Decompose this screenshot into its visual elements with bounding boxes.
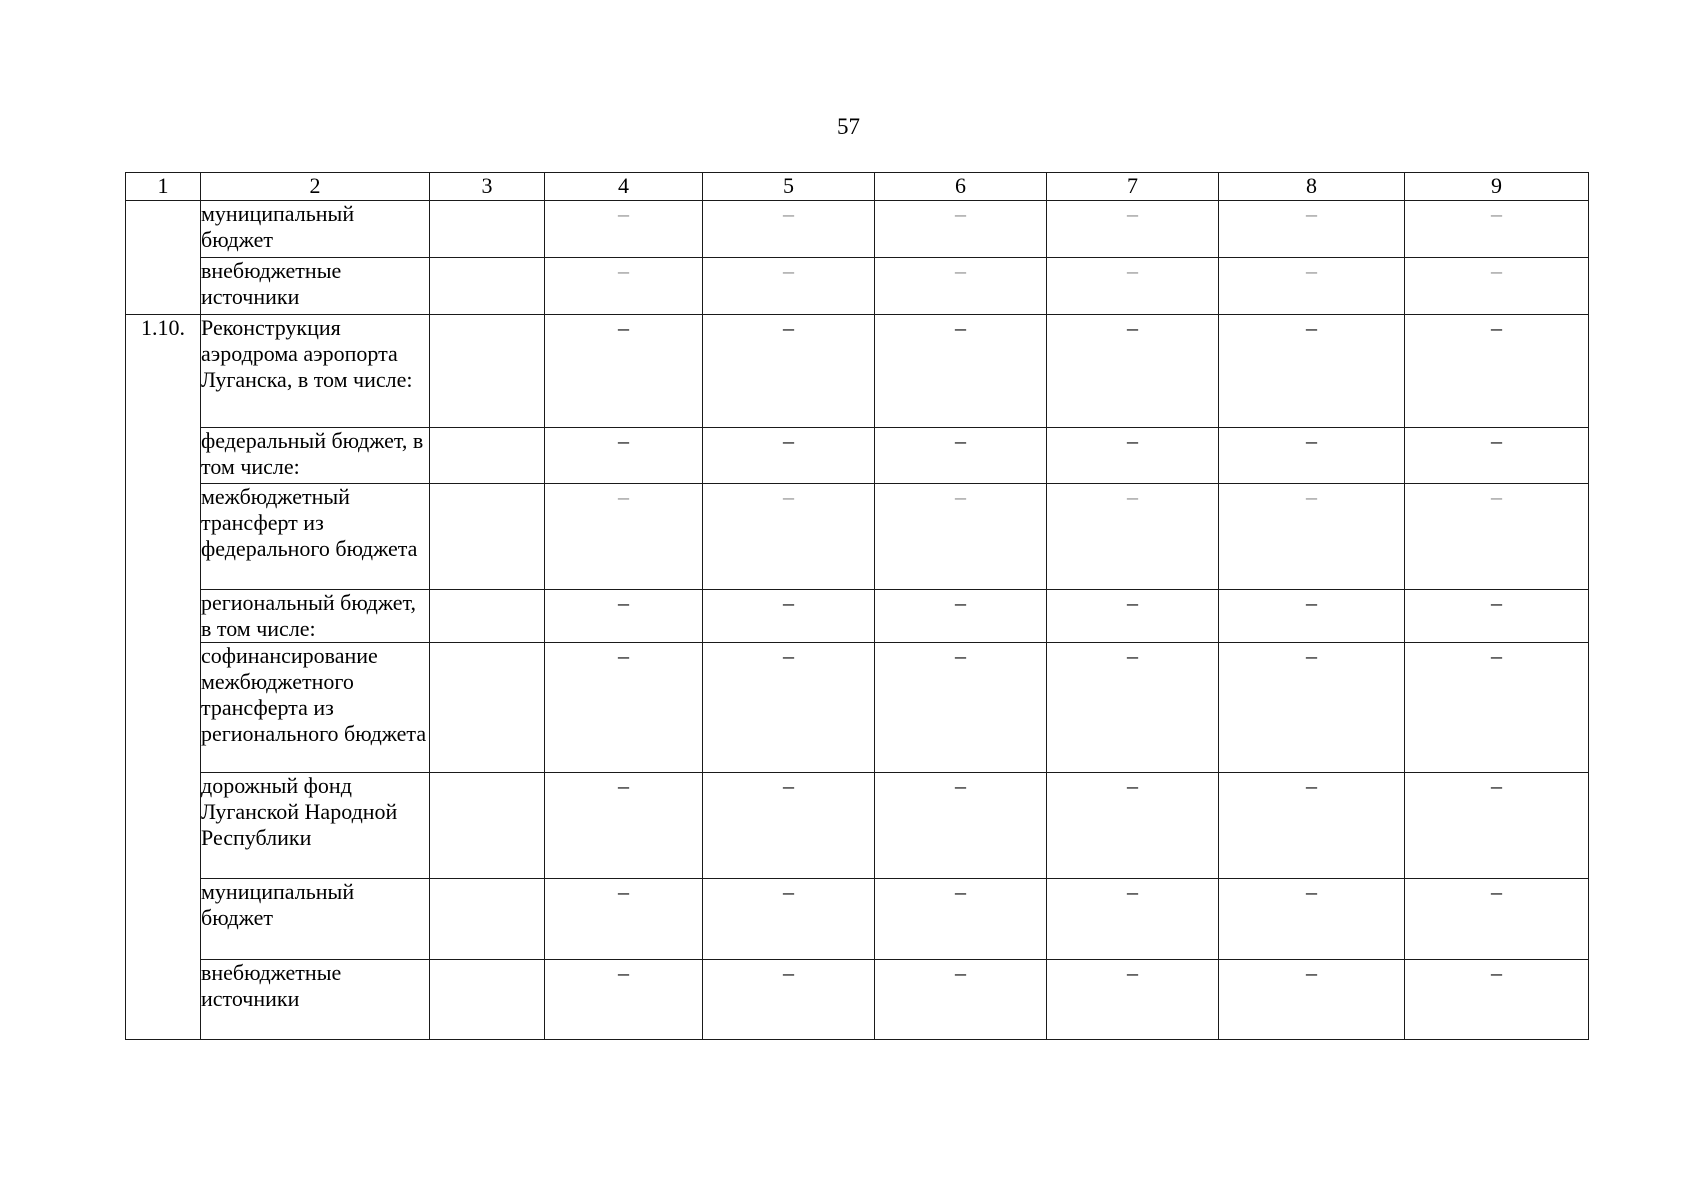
table-row xyxy=(126,773,1589,879)
row-label: внебюджетные источники xyxy=(201,960,430,1040)
table-row xyxy=(126,590,1589,643)
dash-cell: – xyxy=(703,315,875,428)
dash-cell: – xyxy=(1405,879,1589,960)
dash-cell: – xyxy=(1219,201,1405,258)
dash-cell: – xyxy=(703,879,875,960)
dash-cell: – xyxy=(545,258,703,315)
dash-cell: – xyxy=(1405,201,1589,258)
dash-cell: – xyxy=(1405,258,1589,315)
dash-cell: – xyxy=(1047,773,1219,879)
dash-cell: – xyxy=(1405,484,1589,590)
dash-cell: – xyxy=(1219,590,1405,643)
dash-cell: – xyxy=(1047,879,1219,960)
dash-cell: – xyxy=(1219,484,1405,590)
dash-cell: – xyxy=(1219,428,1405,484)
table-row xyxy=(126,484,1589,590)
dash-cell: – xyxy=(875,258,1047,315)
dash-cell: – xyxy=(875,879,1047,960)
empty-cell xyxy=(430,643,545,773)
dash-cell: – xyxy=(1047,258,1219,315)
dash-cell: – xyxy=(545,590,703,643)
dash-cell: – xyxy=(1405,428,1589,484)
dash-cell: – xyxy=(1219,643,1405,773)
row-label: региональный бюджет, в том числе: xyxy=(201,590,430,643)
dash-cell: – xyxy=(703,643,875,773)
dash-cell: – xyxy=(703,773,875,879)
dash-cell: – xyxy=(875,643,1047,773)
header-row xyxy=(126,173,1589,201)
page-number: 57 xyxy=(837,114,860,139)
row-label: федеральный бюджет, в том числе: xyxy=(201,428,430,484)
dash-cell: – xyxy=(1219,879,1405,960)
budget-table xyxy=(125,172,1589,1040)
empty-cell xyxy=(430,484,545,590)
column-number: 7 xyxy=(1047,173,1219,201)
dash-cell: – xyxy=(1405,773,1589,879)
table-row xyxy=(126,879,1589,960)
empty-index-cell xyxy=(126,201,201,315)
table-row xyxy=(126,960,1589,1040)
dash-cell: – xyxy=(875,960,1047,1040)
dash-cell: – xyxy=(875,590,1047,643)
dash-cell: – xyxy=(1047,428,1219,484)
row-label: Реконструкция аэродрома аэропорта Луганска, в том числе: xyxy=(201,315,430,428)
dash-cell: – xyxy=(703,960,875,1040)
dash-cell: – xyxy=(703,484,875,590)
dash-cell: – xyxy=(545,643,703,773)
column-number: 2 xyxy=(201,173,430,201)
dash-cell: – xyxy=(1405,590,1589,643)
dash-cell: – xyxy=(1219,773,1405,879)
empty-cell xyxy=(430,590,545,643)
dash-cell: – xyxy=(1219,960,1405,1040)
column-number: 8 xyxy=(1219,173,1405,201)
empty-cell xyxy=(430,960,545,1040)
table-row xyxy=(126,201,1589,258)
dash-cell: – xyxy=(1405,315,1589,428)
row-label: дорожный фонд Луганской Народной Республики xyxy=(201,773,430,879)
table-row xyxy=(126,258,1589,315)
table-row xyxy=(126,643,1589,773)
column-number: 6 xyxy=(875,173,1047,201)
dash-cell: – xyxy=(875,773,1047,879)
row-label: межбюджетный трансферт из федерального бюджета xyxy=(201,484,430,590)
table-body xyxy=(126,173,1589,1040)
dash-cell: – xyxy=(1047,201,1219,258)
dash-cell: – xyxy=(1219,258,1405,315)
dash-cell: – xyxy=(1047,315,1219,428)
section-index: 1.10. xyxy=(126,315,201,1040)
dash-cell: – xyxy=(545,960,703,1040)
row-label: софинансирование межбюджетного трансферта из регионального бюджета xyxy=(201,643,430,773)
dash-cell: – xyxy=(545,428,703,484)
dash-cell: – xyxy=(1047,960,1219,1040)
dash-cell: – xyxy=(703,258,875,315)
empty-cell xyxy=(430,428,545,484)
dash-cell: – xyxy=(545,879,703,960)
column-number: 3 xyxy=(430,173,545,201)
empty-cell xyxy=(430,773,545,879)
row-label: муниципальный бюджет xyxy=(201,879,430,960)
dash-cell: – xyxy=(875,484,1047,590)
dash-cell: – xyxy=(1047,643,1219,773)
dash-cell: – xyxy=(703,201,875,258)
empty-cell xyxy=(430,258,545,315)
table-row xyxy=(126,315,1589,428)
column-number: 9 xyxy=(1405,173,1589,201)
dash-cell: – xyxy=(875,201,1047,258)
row-label: внебюджетные источники xyxy=(201,258,430,315)
empty-cell xyxy=(430,201,545,258)
dash-cell: – xyxy=(545,484,703,590)
dash-cell: – xyxy=(1405,960,1589,1040)
dash-cell: – xyxy=(703,428,875,484)
empty-cell xyxy=(430,315,545,428)
dash-cell: – xyxy=(875,315,1047,428)
dash-cell: – xyxy=(545,773,703,879)
column-number: 1 xyxy=(126,173,201,201)
dash-cell: – xyxy=(703,590,875,643)
dash-cell: – xyxy=(545,201,703,258)
dash-cell: – xyxy=(875,428,1047,484)
dash-cell: – xyxy=(1047,590,1219,643)
dash-cell: – xyxy=(1219,315,1405,428)
column-number: 5 xyxy=(703,173,875,201)
empty-cell xyxy=(430,879,545,960)
row-label: муниципальный бюджет xyxy=(201,201,430,258)
column-number: 4 xyxy=(545,173,703,201)
dash-cell: – xyxy=(1405,643,1589,773)
dash-cell: – xyxy=(545,315,703,428)
dash-cell: – xyxy=(1047,484,1219,590)
table-row xyxy=(126,428,1589,484)
